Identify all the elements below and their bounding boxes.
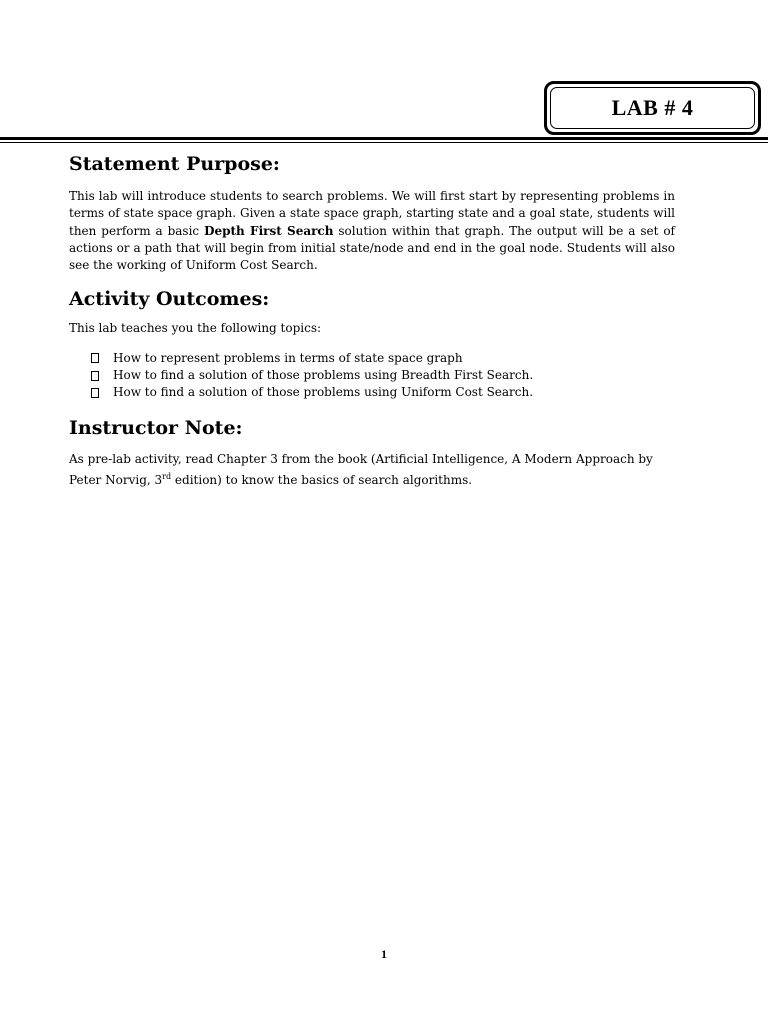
- note-superscript: rd: [162, 471, 172, 481]
- page-number: 1: [381, 947, 387, 961]
- lab-number-badge: [544, 81, 761, 135]
- lab-number-label: LAB # 4: [611, 95, 694, 120]
- document-body: [69, 150, 675, 489]
- list-item: [91, 384, 675, 401]
- lab-number-badge-inner: [550, 87, 755, 129]
- purpose-text-after: solution within that graph. The output will be a set of actions or a path that will begin from initial state/node and end in the goal node. Students will also see the working of Uniform Cost Search.: [69, 223, 675, 273]
- purpose-bold-term: Depth First Search: [204, 223, 334, 238]
- list-item: [91, 367, 675, 384]
- topic-text: How to find a solution of those problems using Uniform Cost Search.: [113, 385, 534, 400]
- note-text-after: edition) to know the basics of search algorithms.: [171, 472, 473, 487]
- list-item: [91, 350, 675, 367]
- topic-text: How to find a solution of those problems using Breadth First Search.: [113, 368, 534, 383]
- topic-text: How to represent problems in terms of state space graph: [113, 350, 463, 365]
- bullet-box-icon: [91, 353, 99, 363]
- activity-outcomes-intro: This lab teaches you the following topics:: [69, 321, 322, 336]
- instructor-note-heading: Instructor Note:: [69, 416, 243, 439]
- note-text-before: As pre-lab activity, read Chapter 3 from the book (Artificial Intelligence, A Modern Approach by Peter Norvig, 3: [69, 451, 653, 487]
- header-rule-thin: [0, 142, 768, 143]
- activity-outcomes-heading: Activity Outcomes:: [69, 288, 270, 311]
- header-rule-thick: [0, 137, 768, 140]
- bullet-box-icon: [91, 371, 99, 381]
- statement-purpose-paragraph: [69, 188, 675, 274]
- instructor-note-paragraph: [69, 451, 675, 490]
- statement-purpose-heading: Statement Purpose:: [69, 153, 280, 175]
- topics-list: [69, 350, 675, 402]
- bullet-box-icon: [91, 388, 99, 398]
- purpose-text-before: This lab will introduce students to search problems. We will first start by representing problems in terms of state space graph. Given a state space graph, starting state and a goal state, students will then perform a basic: [69, 189, 675, 238]
